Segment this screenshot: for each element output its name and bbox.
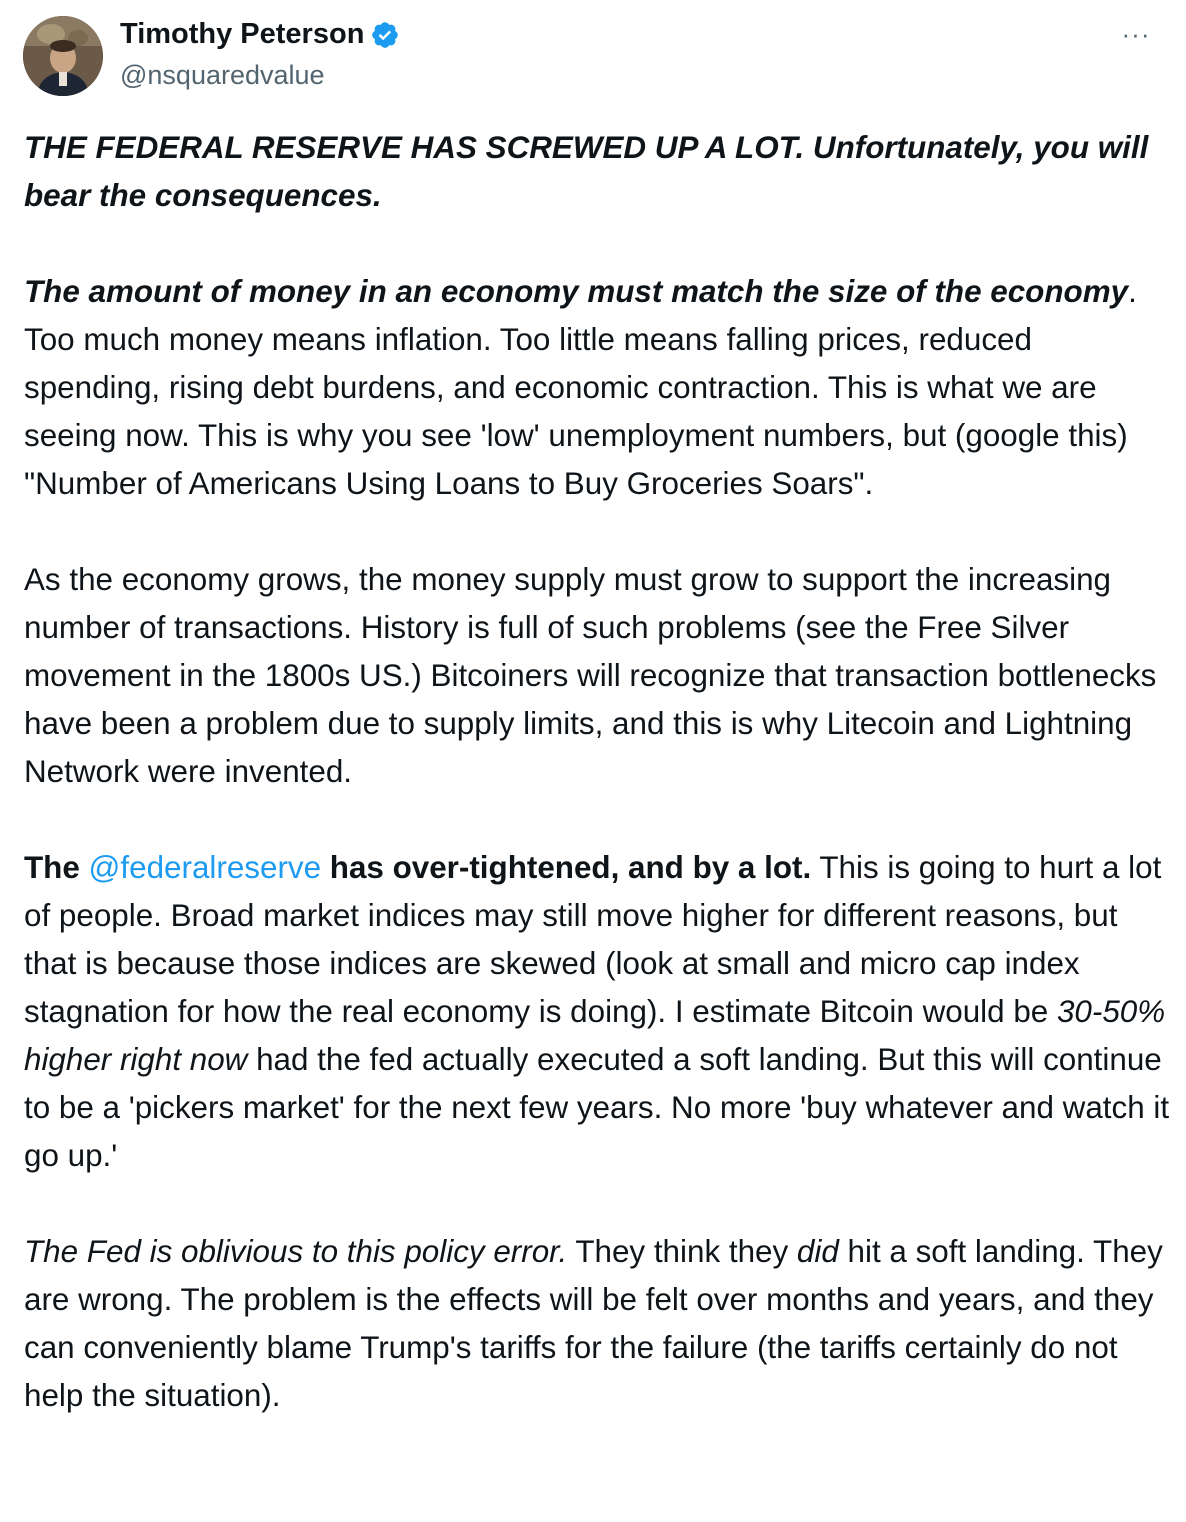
author-handle[interactable]: @nsquaredvalue: [120, 60, 325, 90]
paragraph-3: [24, 556, 1174, 796]
p4-bold-rest: has over-tightened, and by a lot.: [321, 850, 812, 885]
author-display-name[interactable]: Timothy Peterson: [120, 18, 365, 50]
paragraph-5: [24, 1228, 1174, 1420]
p4-italic: 30-50% higher right now: [24, 994, 1166, 1077]
p5-text-2: hit a soft landing. They are wrong. The problem is the effects will be felt over months and years, and they can conveniently blame Trump's tariffs for the failure (the tariffs certainly do not help the situation).: [24, 1234, 1163, 1413]
p1-bold-italic: THE FEDERAL RESERVE HAS SCREWED UP A LOT. Unfortunately, you will bear the consequences.: [24, 130, 1149, 213]
tweet-text: [24, 124, 1174, 1420]
p4-lead: The: [24, 850, 89, 885]
paragraph-1: [24, 124, 1174, 220]
avatar[interactable]: [23, 16, 103, 96]
avatar-photo-icon: [23, 16, 103, 96]
p2-rest: . Too much money means inflation. Too little means falling prices, reduced spending, rising debt burdens, and economic contraction. This is what we are seeing now. This is why you see 'low' unemployment numbers, but (google this) "Number of Americans Using Loans to Buy Groceries Soars".: [24, 274, 1137, 501]
p4-text-2: had the fed actually executed a soft landing. But this will continue to be a 'pickers market' for the next few years. No more 'buy whatever and watch it go up.': [24, 1042, 1170, 1173]
p5-text-1: They think they: [567, 1234, 797, 1269]
verified-badge-icon: [370, 20, 400, 50]
paragraph-4: [24, 844, 1174, 1180]
p4-text-1: This is going to hurt a lot of people. Broad market indices may still move higher for different reasons, but that is because those indices are skewed (look at small and micro cap index stagnation for how the real economy is doing). I estimate Bitcoin would be: [24, 850, 1162, 1029]
more-options-icon[interactable]: ···: [1121, 19, 1151, 49]
p3-text: As the economy grows, the money supply must grow to support the increasing number of transactions. History is full of such problems (see the Free Silver movement in the 1800s US.) Bitcoiners will recognize that transaction bottlenecks have been a problem due to supply limits, and this is why Litecoin and Lightning Network were invented.: [24, 562, 1157, 789]
tweet-header: [0, 0, 1186, 110]
p2-lead: The amount of money in an economy must match the size of the economy: [24, 274, 1129, 309]
paragraph-2: [24, 268, 1174, 508]
federalreserve-mention-link[interactable]: @federalreserve: [88, 850, 322, 885]
author-name-row: [120, 18, 400, 51]
p5-italic-2: did: [796, 1234, 839, 1269]
p5-italic-1: The Fed is oblivious to this policy error.: [24, 1234, 568, 1269]
